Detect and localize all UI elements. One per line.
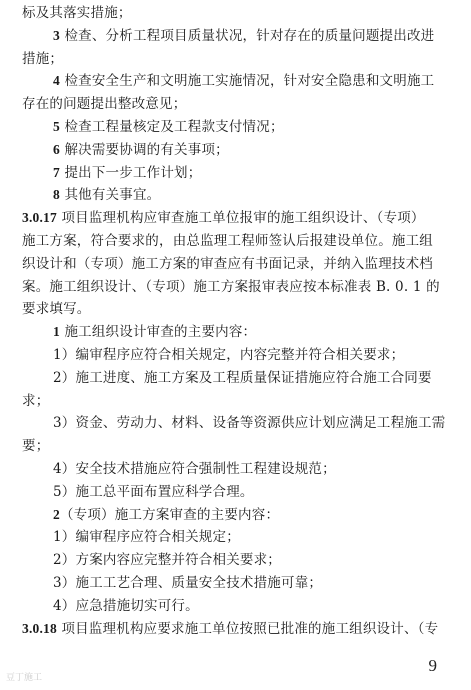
list-item: 3）资金、劳动力、材料、设备等资源供应计划应满足工程施工需 (53, 415, 446, 432)
sub-heading-2 (53, 505, 279, 525)
text-line: 要； (22, 438, 50, 455)
item-number: 7 (53, 164, 60, 180)
clause-3-0-18 (22, 619, 438, 639)
list-item: 4）应急措施切实可行。 (53, 597, 199, 614)
text-line: 织设计和（专项）施工方案的审查应有书面记录，并纳入监理技术档 (22, 255, 433, 272)
sub-heading-1 (53, 322, 256, 342)
clause-text: 项目监理机构应审查施工单位报审的施工组织设计、（专项） (56, 210, 425, 227)
item-text: 施工组织设计审查的主要内容： (59, 324, 257, 341)
text-line: 存在的问题提出整改意见； (22, 96, 187, 113)
item-number: 6 (53, 141, 60, 157)
list-item-8 (53, 185, 160, 205)
item-text: 解决需要协调的有关事项； (59, 141, 229, 158)
list-item-7 (53, 163, 201, 183)
list-item-5 (53, 117, 284, 137)
watermark: 豆丁施工 (6, 673, 43, 683)
clause-3-0-17 (22, 208, 425, 228)
text-line: 要求填写。 (22, 301, 91, 318)
item-number: 3 (53, 27, 60, 43)
list-item: 3）施工工艺合理、质量安全技术措施可靠； (53, 575, 323, 591)
item-number: 2 (53, 506, 60, 522)
text-line: 措施； (22, 50, 64, 67)
list-item: 1）编审程序应符合相关规定，内容完整并符合相关要求； (53, 347, 405, 363)
item-number: 8 (53, 187, 60, 203)
list-item-6 (53, 140, 229, 160)
clause-text: 项目监理机构应要求施工单位按照已批准的施工组织设计、（专 (56, 620, 439, 637)
item-text: 检查安全生产和文明施工实施情况，针对安全隐患和文明施工 (59, 73, 435, 90)
list-item: 1）编审程序应符合相关规定； (53, 529, 240, 546)
text-line: 施工方案，符合要求的，由总监理工程师签认后报建设单位。施工组 (22, 233, 433, 249)
item-number: 1 (53, 324, 60, 340)
clause-number: 3.0.17 (22, 210, 57, 226)
item-text: 检查、分析工程项目质量状况，针对存在的质量问题提出改进 (59, 27, 435, 44)
text-line: 标及其落实措施； (22, 5, 132, 21)
item-number: 5 (53, 119, 60, 134)
item-text: 检查工程量核定及工程款支付情况； (59, 119, 284, 135)
page-number: 9 (428, 656, 437, 675)
list-item-4 (53, 71, 434, 91)
item-text: 其他有关事宜。 (59, 187, 161, 204)
list-item-3 (53, 26, 434, 46)
item-number: 4 (53, 73, 60, 89)
list-item: 5）施工总平面布置应科学合理。 (53, 483, 254, 500)
text-line: 求； (22, 392, 50, 409)
item-text: 提出下一步工作计划； (59, 164, 202, 181)
list-item: 2）方案内容应完整并符合相关要求； (53, 552, 281, 569)
list-item: 4）安全技术措施应符合强制性工程建设规范； (53, 461, 336, 477)
list-item: 2）施工进度、施工方案及工程质量保证措施应符合施工合同要 (53, 369, 432, 386)
text-line: 案。施工组织设计、（专项）施工方案报审表应按本标准表 B. 0. 1 的 (22, 278, 440, 295)
item-text: （专项）施工方案审查的主要内容： (59, 506, 280, 523)
clause-number: 3.0.18 (22, 620, 57, 636)
